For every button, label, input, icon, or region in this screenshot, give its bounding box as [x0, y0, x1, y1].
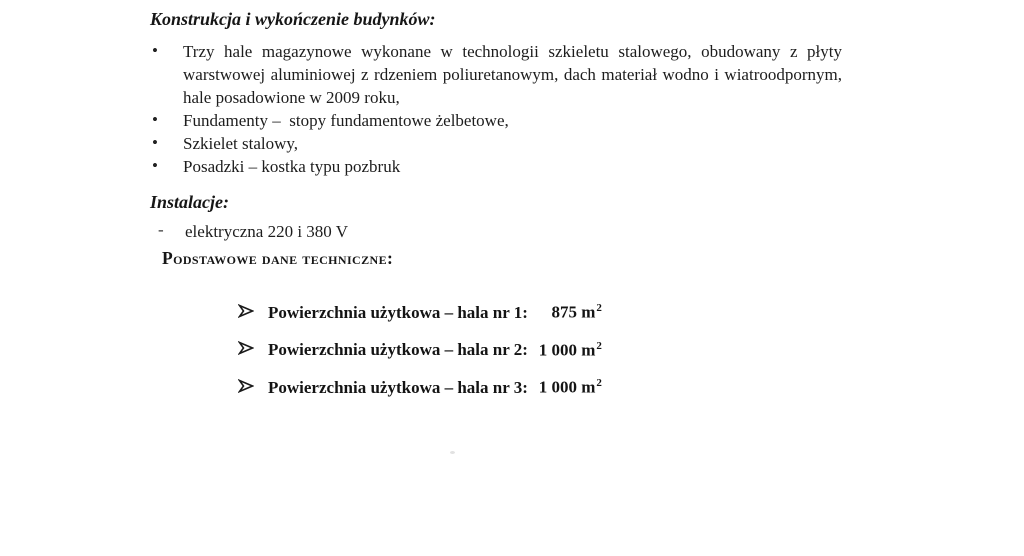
tech-item-value: [528, 371, 602, 400]
list-item: [238, 296, 842, 325]
tech-item-exponent: 2: [596, 302, 602, 314]
construction-bullet-list: [150, 40, 847, 178]
tech-item-exponent: 2: [596, 339, 602, 352]
document-content: [150, 7, 847, 409]
bullet-icon: •: [152, 133, 158, 152]
list-item: [238, 371, 842, 400]
bullet-icon: •: [152, 41, 158, 60]
tech-item-value: [528, 296, 602, 325]
tech-item-exponent: 2: [596, 377, 602, 390]
installations-heading: Instalacje:: [150, 192, 229, 212]
tech-item-value-text: 1 000 m: [538, 340, 596, 360]
list-item: [150, 220, 842, 243]
tech-item-value-text: 1 000 m: [538, 377, 596, 397]
construction-heading: Konstrukcja i wykończenie budynków:: [150, 9, 436, 29]
bullet-text: Szkielet stalowy,: [183, 134, 299, 153]
tech-item-value-text: 875 m: [551, 302, 596, 322]
bullet-text: Trzy hale magazynowe wykonane w technologii szkieletu stalowego, obudowany z płyty warstwowej aluminiowej z rdzeniem poliuretanowym, dach materiał wodno i wiatroodpornym, hale posadowione w 2009 roku,: [183, 42, 847, 107]
list-item: [150, 109, 842, 132]
arrow-bullet-icon: [238, 341, 254, 355]
arrow-bullet-icon: [238, 304, 254, 318]
bullet-text: Fundamenty – stopy fundamentowe żelbetowe,: [183, 111, 509, 130]
list-item: [238, 334, 842, 363]
bullet-text: Posadzki – kostka typu pozbruk: [183, 157, 401, 176]
list-item: [150, 132, 842, 155]
scan-artifact: [450, 451, 455, 454]
dash-item-text: elektryczna 220 i 380 V: [185, 222, 349, 241]
tech-item-value: [528, 334, 602, 363]
technical-data-list: [238, 296, 842, 400]
bullet-icon: •: [152, 110, 158, 129]
dash-bullet-icon: -: [158, 220, 164, 239]
tech-item-label: Powierzchnia użytkowa – hala nr 1:: [268, 302, 528, 322]
tech-item-label: Powierzchnia użytkowa – hala nr 2:: [268, 340, 528, 360]
arrow-bullet-icon: [238, 379, 254, 393]
bullet-icon: •: [152, 156, 158, 175]
list-item: [150, 40, 847, 109]
technical-data-subheading: Podstawowe dane techniczne:: [162, 248, 394, 268]
tech-item-label: Powierzchnia użytkowa – hala nr 3:: [268, 377, 528, 397]
list-item: [150, 155, 842, 178]
